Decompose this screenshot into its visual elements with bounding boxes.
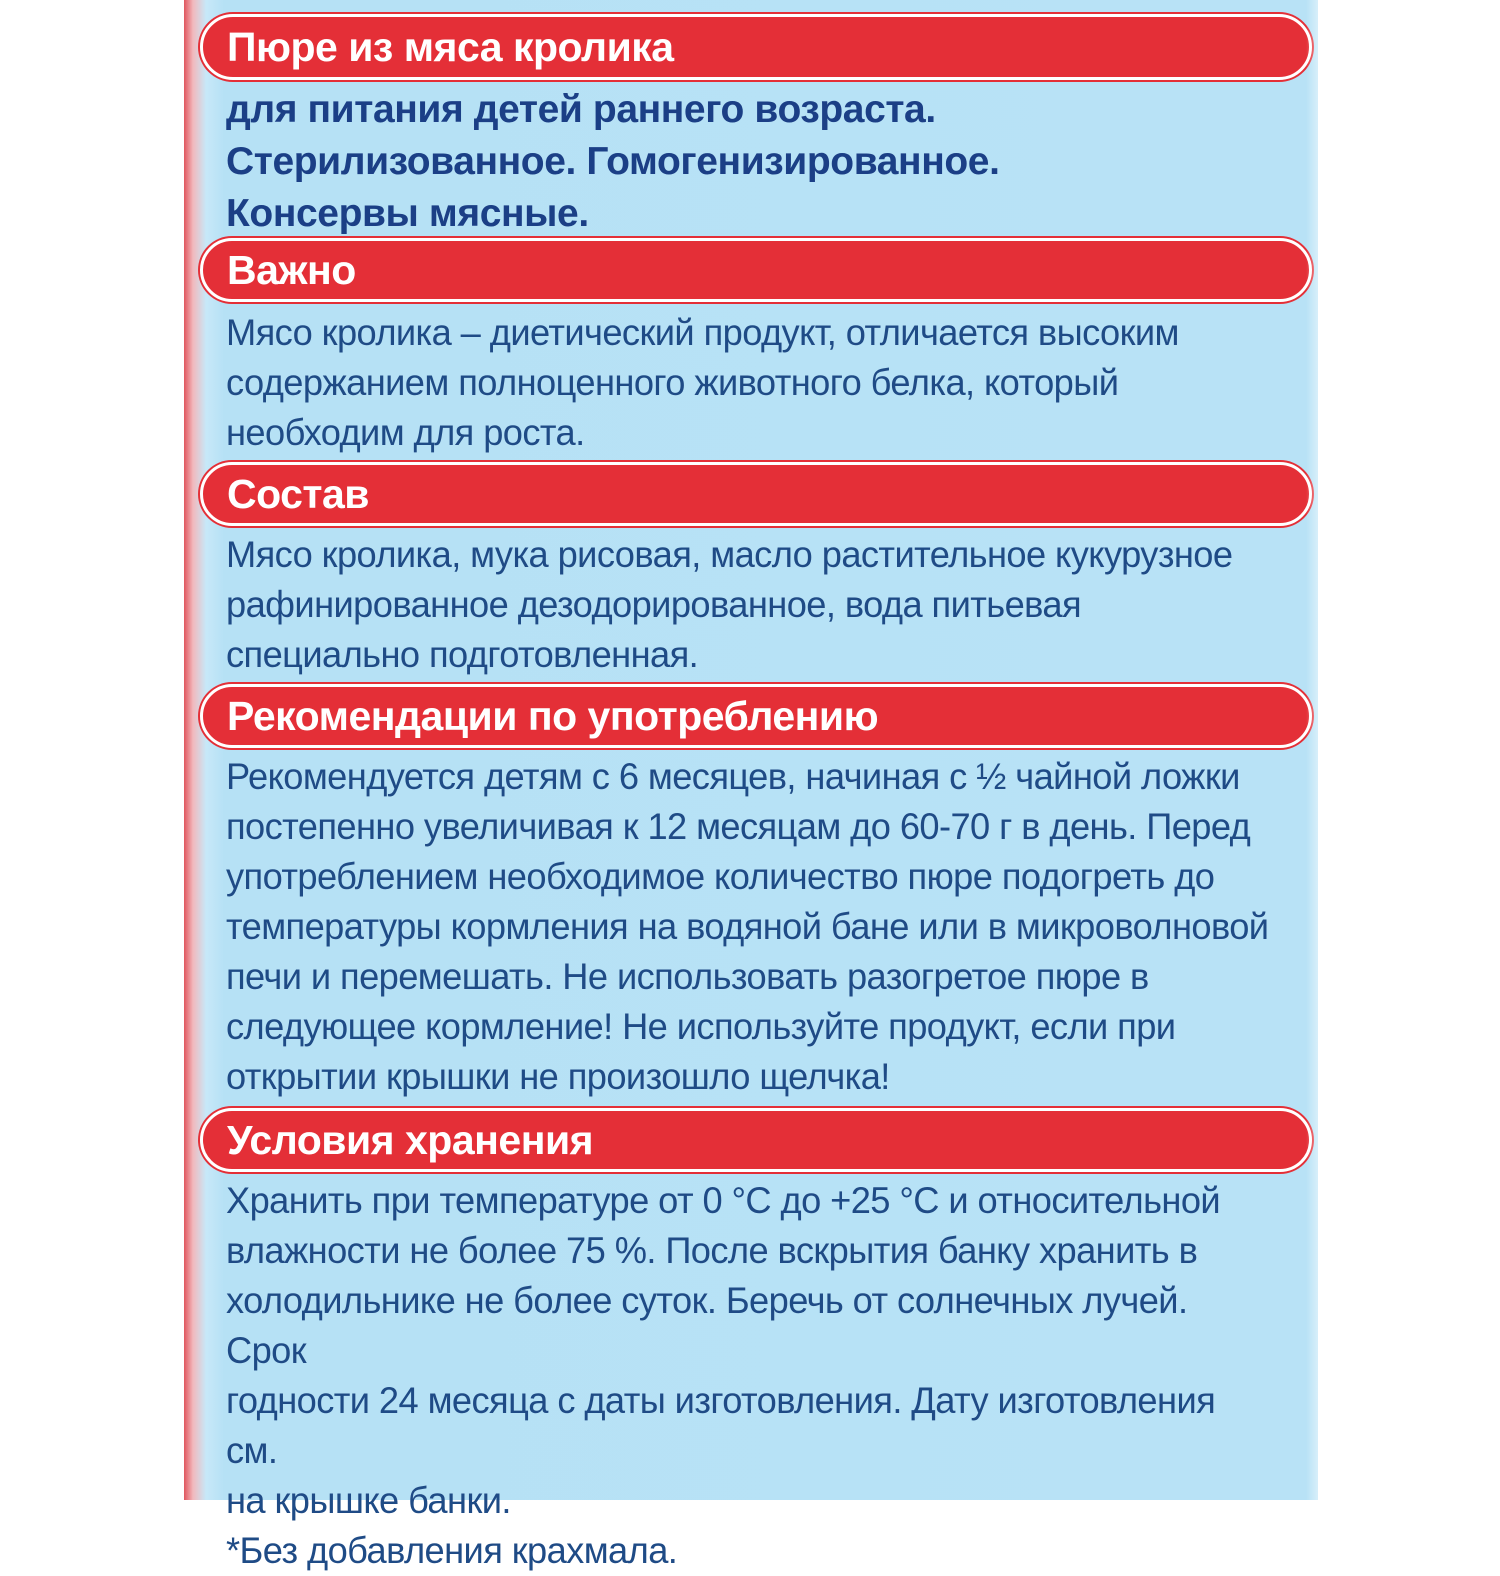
section-text-composition: [226, 530, 1275, 680]
section-text-storage: [226, 1176, 1275, 1576]
text-line: температуры кормления на водяной бане или в микроволновой: [226, 906, 1269, 947]
text-line: специально подготовленная.: [226, 634, 699, 675]
text-line: Мясо кролика – диетический продукт, отличается высоким: [226, 312, 1179, 353]
text-line: годности 24 месяца с даты изготовления. Дату изготовления см.: [226, 1380, 1216, 1471]
text-line: холодильнике не более суток. Беречь от солнечных лучей. Срок: [226, 1280, 1188, 1371]
title-banner: [200, 14, 1312, 80]
text-line: Хранить при температуре от 0 °С до +25 °С и относительной: [226, 1180, 1221, 1221]
section-heading: Важно: [227, 246, 356, 293]
text-line: на крышке банки.: [226, 1480, 511, 1521]
text-line: постепенно увеличивая к 12 месяцам до 60-70 г в день. Перед: [226, 806, 1251, 847]
subtitle-line: Стерилизованное. Гомогенизированное.: [226, 140, 1000, 183]
text-line: Рекомендуется детям с 6 месяцев, начиная с ½ чайной ложки: [226, 756, 1240, 797]
subtitle-line: для питания детей раннего возраста.: [226, 88, 936, 131]
footnote: *Без добавления крахмала.: [226, 1530, 678, 1571]
text-line: печи и перемешать. Не использовать разогретое пюре в: [226, 956, 1149, 997]
product-title: Пюре из мяса кролика: [227, 23, 674, 70]
section-heading: Условия хранения: [227, 1116, 594, 1163]
product-subtitle: [226, 84, 1296, 240]
section-heading: Рекомендации по употреблению: [227, 692, 879, 739]
text-line: рафинированное дезодорированное, вода питьевая: [226, 584, 1082, 625]
text-line: необходим для роста.: [226, 412, 585, 453]
subtitle-line: Консервы мясные.: [226, 192, 589, 235]
text-line: употреблением необходимое количество пюре подогреть до: [226, 856, 1215, 897]
product-label-panel: [184, 0, 1318, 1571]
section-text-important: [226, 308, 1275, 458]
section-banner-composition: [200, 462, 1312, 526]
section-banner-usage: [200, 684, 1312, 748]
section-banner-important: [200, 238, 1312, 302]
section-banner-storage: [200, 1108, 1312, 1172]
text-line: открытии крышки не произошло щелчка!: [226, 1056, 890, 1097]
text-line: Мясо кролика, мука рисовая, масло растительное кукурузное: [226, 534, 1233, 575]
text-line: следующее кормление! Не используйте продукт, если при: [226, 1006, 1176, 1047]
section-heading: Состав: [227, 470, 370, 517]
text-line: содержанием полноценного животного белка, который: [226, 362, 1119, 403]
text-line: влажности не более 75 %. После вскрытия банку хранить в: [226, 1230, 1198, 1271]
section-text-usage: [226, 752, 1275, 1102]
